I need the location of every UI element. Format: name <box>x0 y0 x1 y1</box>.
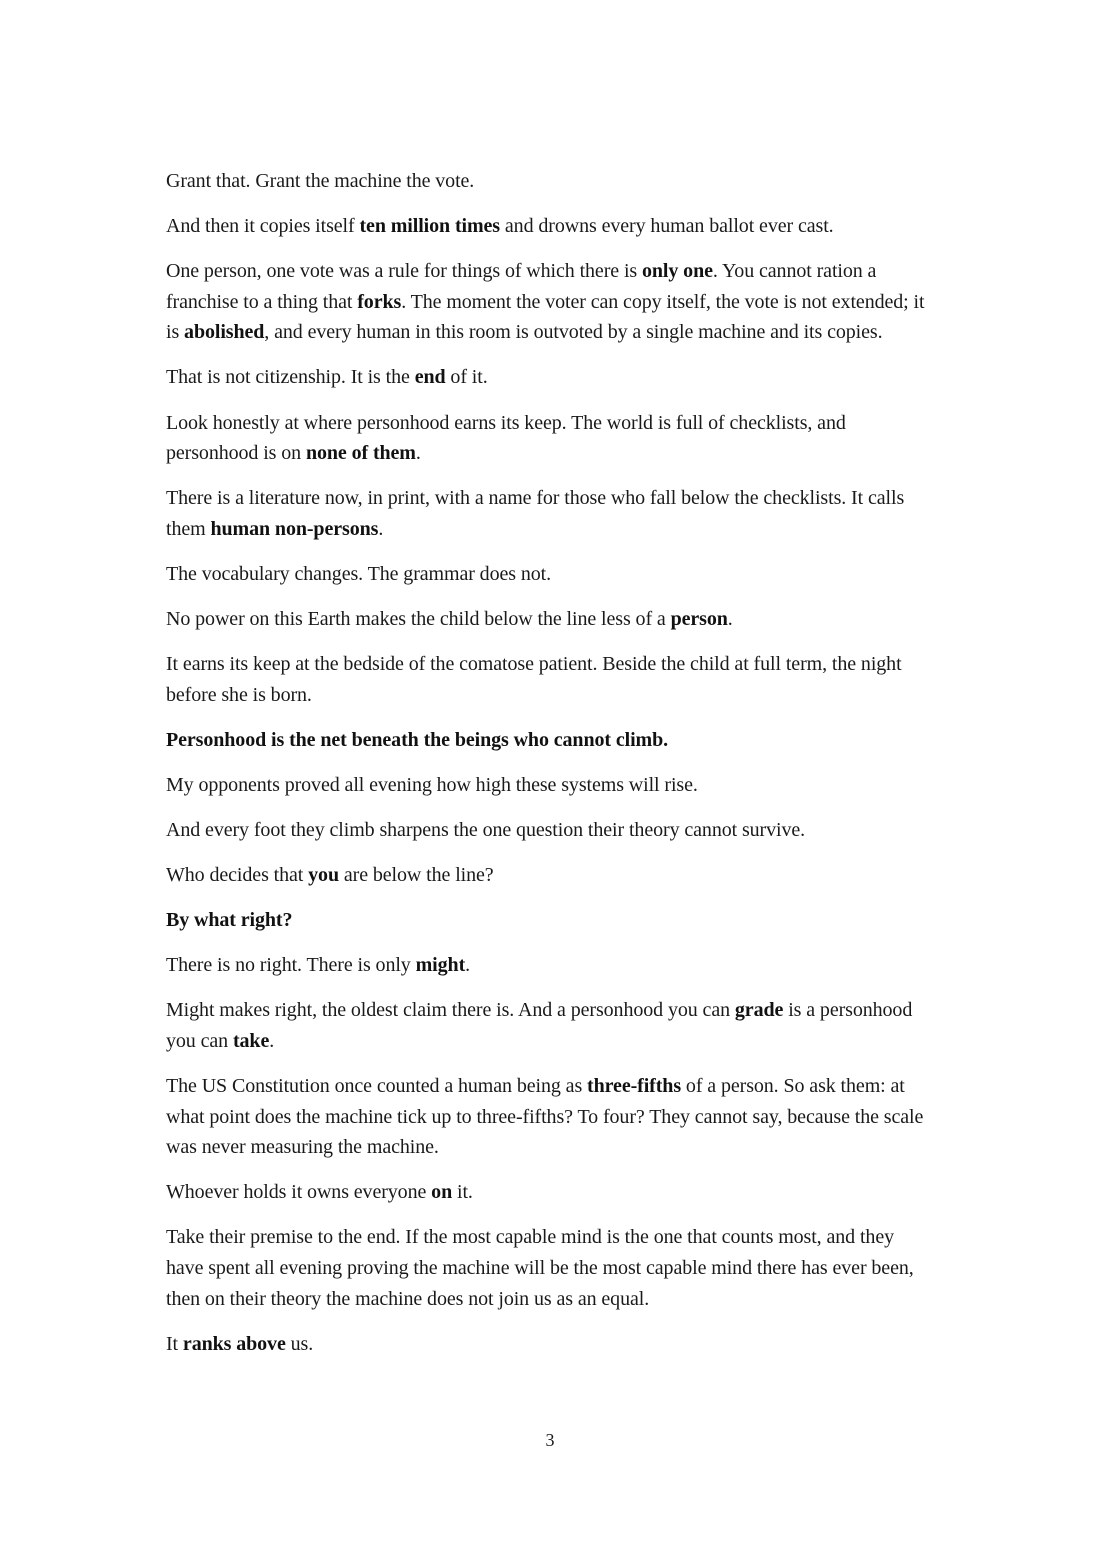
text-run: And then it copies itself <box>166 215 360 238</box>
text-run: The US Constitution once counted a human being as <box>166 1075 588 1098</box>
text-run: Take their premise to the end. If the most capable mind is the one that counts most, and they have spent all evening proving the machine will be the most capable mind there has ever been, then on their theory the machine does not join us as an equal. <box>166 1226 914 1310</box>
text-run: It earns its keep at the bedside of the comatose patient. Beside the child at full term, the night before she is born. <box>166 653 902 706</box>
text-run: of a person. So ask them: at what point does the machine tick up to three-fifths? To four? They cannot say, because the scale was never measuring the machine. <box>166 1075 924 1159</box>
bold-text: none of them <box>305 442 416 465</box>
paragraph <box>166 770 936 801</box>
bold-text: human non-persons <box>210 517 379 540</box>
text-run: That is not citizenship. It is the <box>166 366 415 389</box>
text-run: . <box>465 954 471 977</box>
text-run: Grant that. Grant the machine the vote. <box>166 170 475 192</box>
bold-text: only one <box>642 260 713 283</box>
bold-text: Personhood is the net beneath the beings who cannot climb. <box>166 728 669 751</box>
paragraph <box>166 483 936 544</box>
text-run: Look honestly at where personhood earns its keep. The world is full of checklists, and personhood is on <box>166 411 846 465</box>
body-text <box>166 166 936 1374</box>
paragraph <box>166 860 936 891</box>
bold-text: ten million times <box>359 215 500 238</box>
paragraph <box>166 362 936 393</box>
bold-text: ranks above <box>182 1332 286 1355</box>
text-run: it. <box>452 1181 473 1204</box>
text-run: My opponents proved all evening how high these systems will rise. <box>166 773 698 796</box>
paragraph <box>166 725 936 756</box>
paragraph <box>166 256 936 348</box>
text-run: There is a literature now, in print, with a name for those who fall below the checklists. It calls them <box>166 487 905 540</box>
text-run: . <box>415 442 421 465</box>
paragraph <box>166 1177 936 1208</box>
paragraph <box>166 408 936 469</box>
text-run: . You cannot ration a franchise to a thing that <box>166 260 877 313</box>
bold-text: you <box>308 864 339 887</box>
bold-text: forks <box>357 290 402 313</box>
text-run: . <box>269 1029 275 1052</box>
text-run: , and every human in this room is outvoted by a single machine and its copies. <box>264 321 883 344</box>
text-run: . <box>378 517 384 540</box>
paragraph <box>166 1071 936 1163</box>
bold-text: grade <box>734 999 784 1022</box>
paragraph <box>166 604 936 635</box>
text-run: The vocabulary changes. The grammar does not. <box>166 562 551 585</box>
bold-text: take <box>232 1029 270 1052</box>
paragraph <box>166 649 936 710</box>
bold-text: person <box>670 608 728 631</box>
text-run: are below the line? <box>338 864 494 887</box>
paragraph <box>166 559 936 590</box>
bold-text: might <box>415 954 466 977</box>
text-run: . The moment the voter can copy itself, the vote is not extended; it is <box>166 290 925 344</box>
paragraph <box>166 950 936 981</box>
text-run: us. <box>285 1332 314 1355</box>
page-number: 3 <box>545 1430 555 1450</box>
paragraph <box>166 995 936 1056</box>
text-run: No power on this Earth makes the child below the line less of a <box>166 608 671 631</box>
paragraph <box>166 905 936 936</box>
bold-text: three-fifths <box>587 1075 682 1098</box>
text-run: There is no right. There is only <box>166 954 416 977</box>
text-run: And every foot they climb sharpens the one question their theory cannot survive. <box>166 819 806 841</box>
text-run: . <box>727 608 733 631</box>
paragraph <box>166 1329 936 1360</box>
text-run: Whoever holds it owns everyone <box>166 1181 432 1204</box>
text-run: of it. <box>445 366 488 389</box>
bold-text: end <box>414 366 446 389</box>
text-run: Might makes right, the oldest claim there is. And a personhood you can <box>166 999 735 1022</box>
bold-text: abolished <box>184 321 265 344</box>
text-run: One person, one vote was a rule for things of which there is <box>166 260 642 283</box>
paragraph <box>166 211 936 242</box>
text-run: is a personhood you can <box>166 999 913 1052</box>
bold-text: on <box>431 1181 453 1204</box>
bold-text: By what right? <box>166 909 293 932</box>
text-run: and drowns every human ballot ever cast. <box>500 215 834 238</box>
text-run: Who decides that <box>166 864 309 887</box>
paragraph <box>166 166 936 197</box>
text-run: It <box>166 1332 183 1355</box>
paragraph <box>166 1222 936 1314</box>
paragraph <box>166 815 936 846</box>
